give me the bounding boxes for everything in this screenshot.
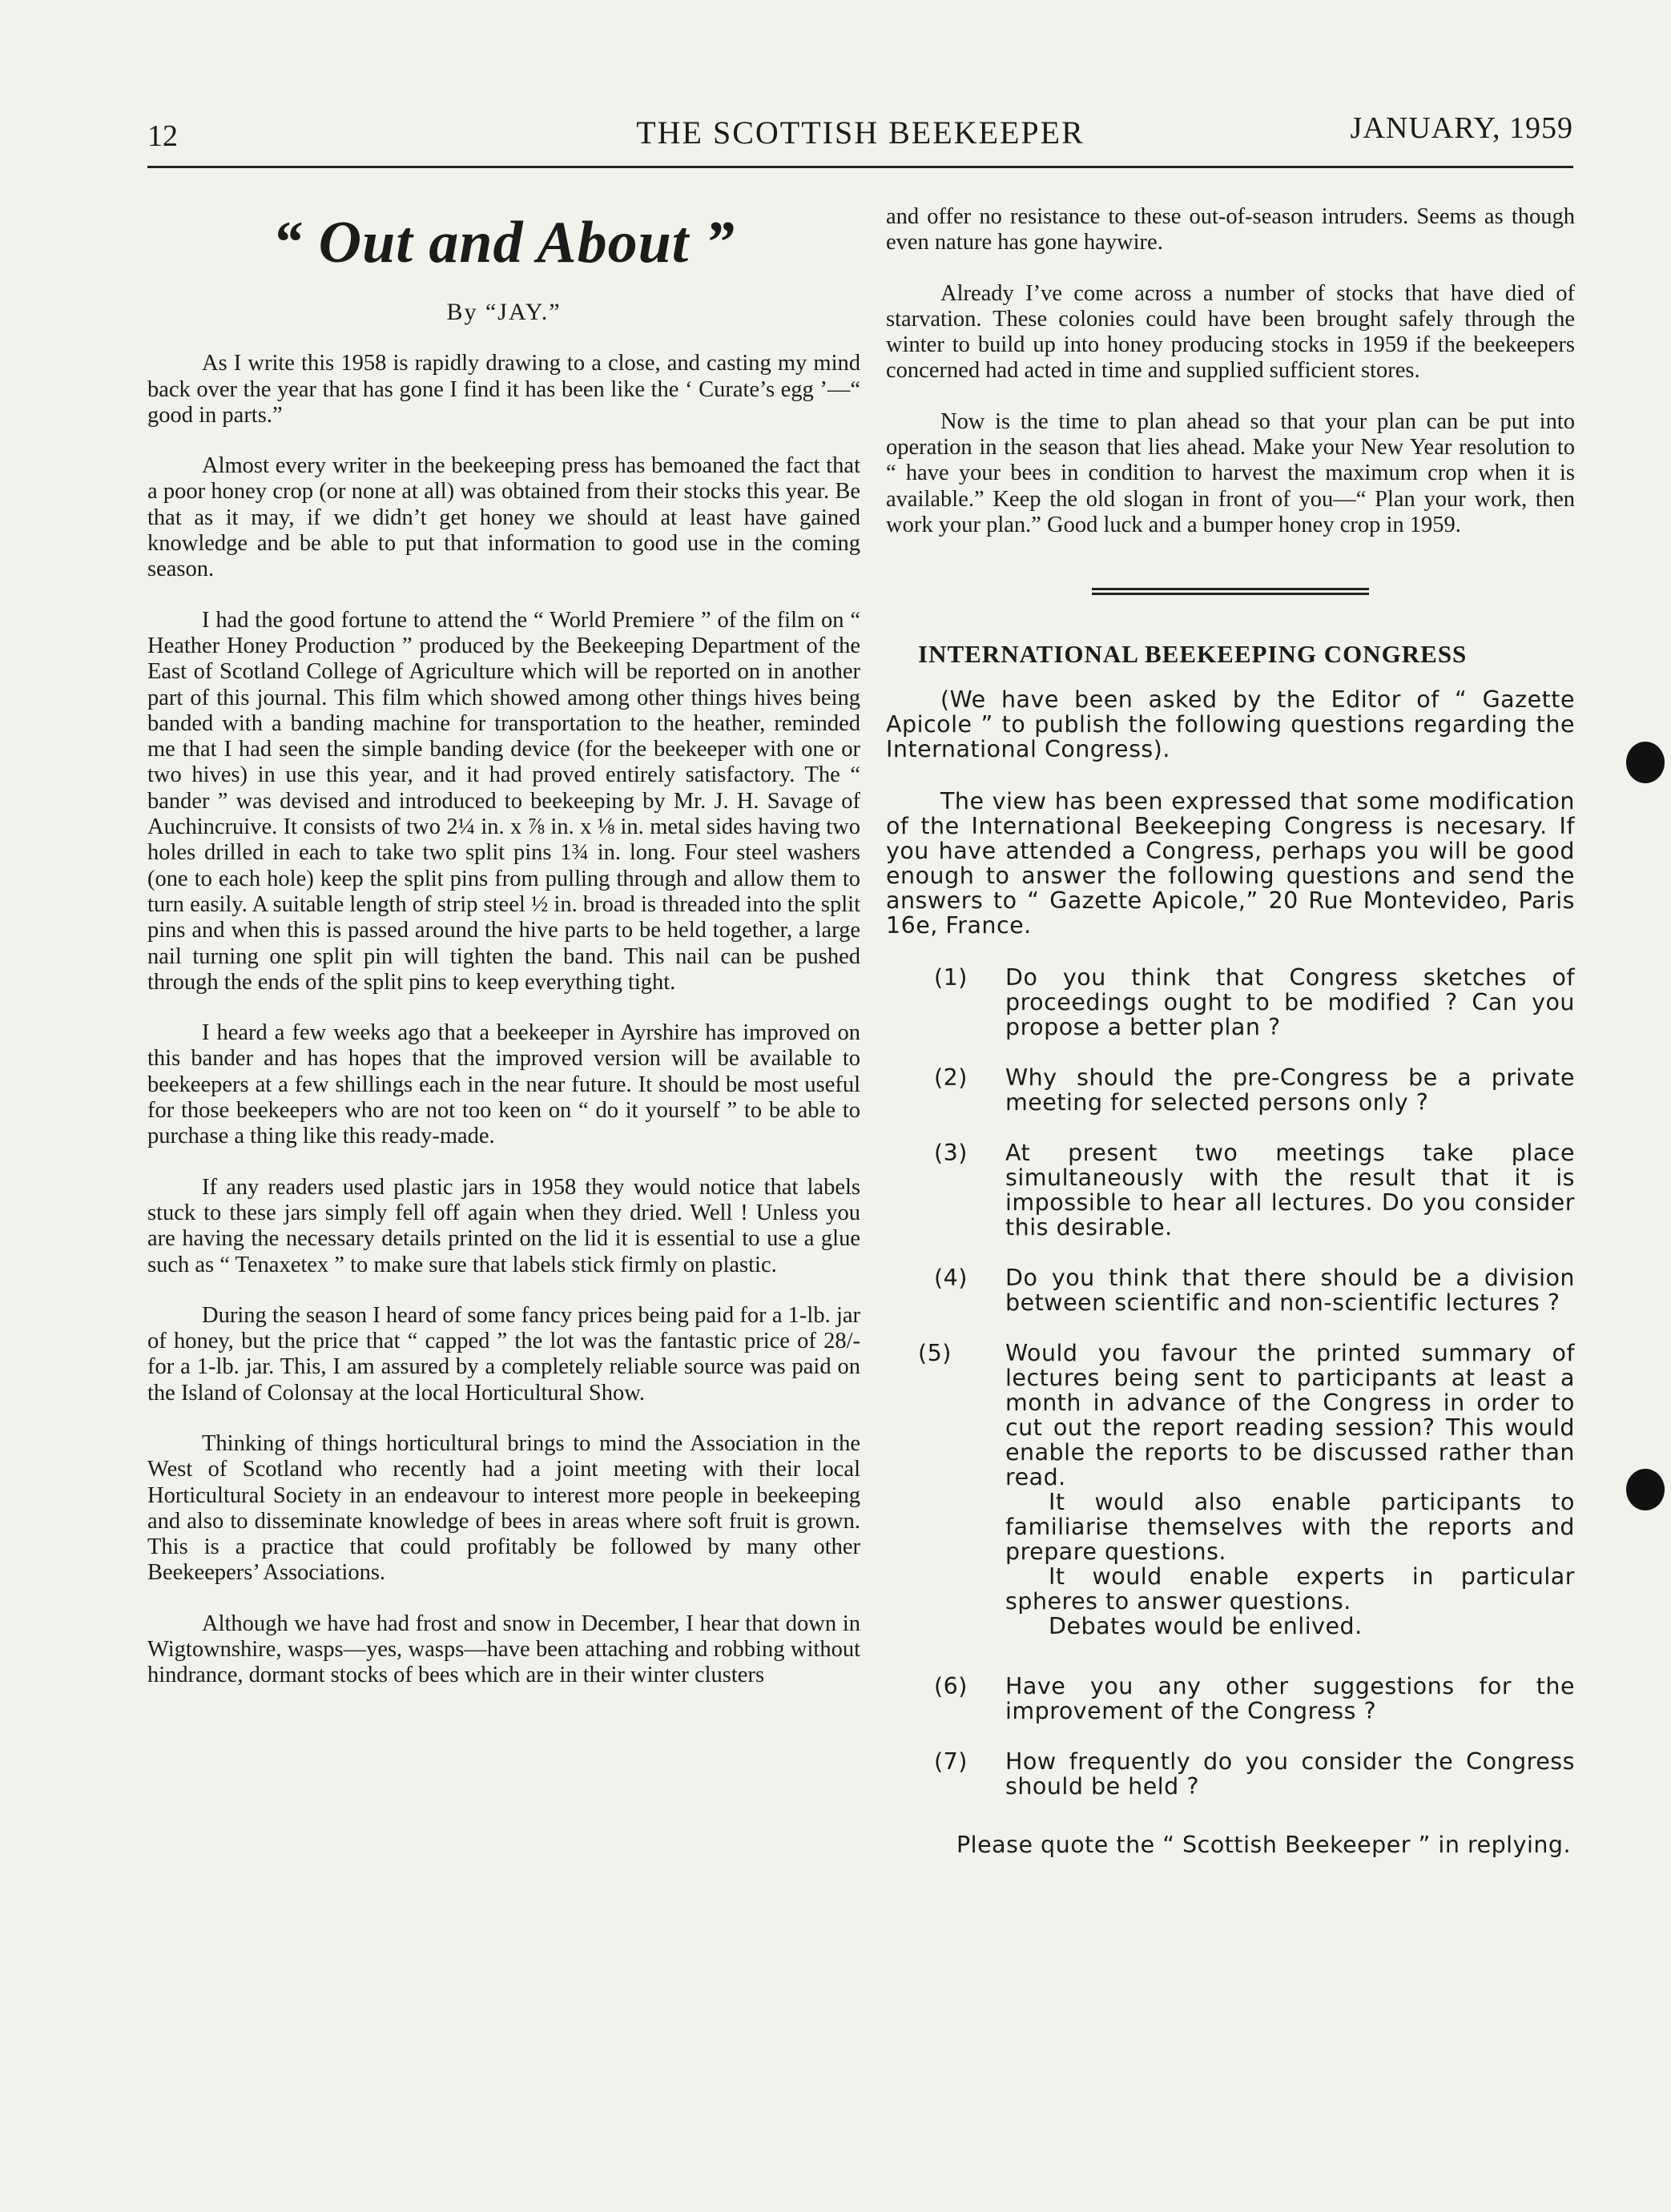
question-extra: Debates would be enlived.	[1049, 1612, 1363, 1639]
article-paragraph: I heard a few weeks ago that a beekeeper in Ayrshire has improved on this bander and has hopes that the improved version will be available to beekeepers at a few shillings each in the near future. It should be most useful for those beekeepers who are not too keen on “ do it yourself ” to be able to purchase a thing like this ready-made.	[147, 1020, 860, 1149]
question-extra: It would also enable participants to familiarise themselves with the reports and prepare questions.	[1005, 1488, 1575, 1565]
right-column	[886, 204, 1575, 1857]
punch-hole	[1626, 742, 1665, 783]
section-divider	[1092, 588, 1369, 595]
congress-body: The view has been expressed that some modification of the International Beekeeping Congress is necesary. If you have attended a Congress, perhaps you will be good enough to answer the following questions and send the answers to “ Gazette Apicole,” 20 Rue Montevideo, Paris 16e, France.	[886, 787, 1575, 939]
question-item	[934, 1749, 1575, 1799]
page-header	[147, 111, 1573, 159]
question-text: At present two meetings take place simultaneously with the result that it is impossible to hear all lectures. Do you consider this desirable.	[1005, 1139, 1575, 1241]
question-number: (3)	[934, 1139, 968, 1166]
question-number: (2)	[934, 1064, 968, 1091]
left-column	[147, 192, 860, 1689]
congress-closing: Please quote the “ Scottish Beekeeper ” in replying.	[956, 1831, 1572, 1858]
article-paragraph: If any readers used plastic jars in 1958 they would notice that labels stuck to these jars simply fell off again when they dried. Well ! Unless you are having the necessary details printed on the lid it is essential to use a glue such as “ Tenaxetex ” to make sure that labels stick firmly on plastic.	[147, 1174, 860, 1277]
article-paragraph: As I write this 1958 is rapidly drawing to a close, and casting my mind back over the year that has gone I find it has been like the ‘ Curate’s egg ’—“ good in parts.”	[147, 351, 860, 428]
page-number: 12	[147, 119, 178, 153]
question-item	[934, 1065, 1575, 1115]
question-number: (6)	[934, 1672, 968, 1699]
article-paragraph: I had the good fortune to attend the “ World Premiere ” of the film on “ Heather Honey Production ” produced by the Beekeeping Department of the East of Scotland College of Agriculture which will be reported on in another part of this journal. This film which showed among other things hives being banded with a banding machine for transportation to the heather, reminded me that I had seen the simple banding device (for the beekeeper with one or two hives) in use this year, and it had proved entirely satisfactory. The “ bander ” was devised and introduced to beekeeping by Mr. J. H. Savage of Auchincruive. It consists of two 2¼ in. x ⅞ in. x ⅛ in. metal sides having two holes drilled in each to take two split pins 1¾ in. long. Four steel washers (one to each hole) keep the split pins from pulling through and allow them to turn easily. A suitable length of strip steel ½ in. broad is threaded into the split pins and when this is passed around the hive parts to be held together, a large nail turning one split pin will tighten the band. This nail can be pushed through the ends of the split pins to keep everything tight.	[147, 607, 860, 995]
question-text: Do you think that Congress sketches of proceedings ought to be modified ? Can you propose a better plan ?	[1005, 963, 1575, 1040]
question-number: (7)	[934, 1747, 968, 1775]
publication-title: THE SCOTTISH BEEKEEPER	[636, 115, 1085, 151]
article-title: “ Out and About ”	[272, 210, 735, 275]
question-number: (5)	[918, 1339, 952, 1366]
article-paragraph: Thinking of things horticultural brings to mind the Association in the West of Scotland who recently had a joint meeting with their local Horticultural Society in an endeavour to interest more people in beekeeping and also to disseminate knowledge of bees in areas where soft fruit is grown. This is a practice that could profitably be followed by many other Beekeepers’ Associations.	[147, 1430, 860, 1586]
question-number: (4)	[934, 1264, 968, 1291]
header-rule	[147, 166, 1573, 168]
question-item	[918, 1341, 1575, 1639]
question-item	[934, 1265, 1575, 1315]
question-number: (1)	[934, 963, 968, 991]
question-item	[934, 1140, 1575, 1240]
punch-hole	[1626, 1469, 1665, 1510]
congress-section	[886, 687, 1575, 1857]
question-text: Do you think that there should be a division between scientific and non-scientific lectures ?	[1005, 1264, 1575, 1316]
question-text: How frequently do you consider the Congress should be held ?	[1005, 1747, 1575, 1800]
question-text: Have you any other suggestions for the improvement of the Congress ?	[1005, 1672, 1575, 1724]
article-continued-paragraph: and offer no resistance to these out-of-season intruders. Seems as though even nature has gone haywire.	[886, 204, 1575, 255]
congress-heading: INTERNATIONAL BEEKEEPING CONGRESS	[918, 640, 1468, 669]
article-continued-paragraph: Already I’ve come across a number of stocks that have died of starvation. These colonies could have been brought safely through the winter to build up into honey producing stocks in 1959 if the beekeepers concerned had acted in time and supplied sufficient stores.	[886, 280, 1575, 384]
question-text: Why should the pre-Congress be a private meeting for selected persons only ?	[1005, 1064, 1575, 1116]
congress-intro: (We have been asked by the Editor of “ Gazette Apicole ” to publish the following questions regarding the International Congress).	[886, 686, 1575, 762]
question-item	[934, 1674, 1575, 1723]
article-paragraph: Although we have had frost and snow in December, I hear that down in Wigtownshire, wasps—yes, wasps—have been attaching and robbing without hindrance, dormant stocks of bees which are in their winter clusters	[147, 1611, 860, 1688]
article-byline: By “JAY.”	[446, 299, 562, 325]
issue-date: JANUARY, 1959	[1350, 111, 1573, 145]
question-item	[934, 965, 1575, 1040]
article-continued-paragraph: Now is the time to plan ahead so that your plan can be put into operation in the season that lies ahead. Make your New Year resolution to “ have your bees in condition to harvest the maximum crop when it is available.” Keep the old slogan in front of you—“ Plan your work, then work your plan.” Good luck and a bumper honey crop in 1959.	[886, 408, 1575, 537]
article-paragraph: During the season I heard of some fancy prices being paid for a 1-lb. jar of honey, but the price that “ capped ” the lot was the fantastic price of 28/- for a 1-lb. jar. This, I am assured by a completely reliable source was paid on the Island of Colonsay at the local Horticultural Show.	[147, 1302, 860, 1406]
question-extra: It would enable experts in particular spheres to answer questions.	[1005, 1562, 1575, 1615]
question-text: Would you favour the printed summary of lectures being sent to participants at least a month in advance of the Congress in order to cut out the report reading session? This would enable the reports to be discussed rather than read.	[1005, 1339, 1575, 1490]
article-paragraph: Almost every writer in the beekeeping press has bemoaned the fact that a poor honey crop (or none at all) was obtained from their stocks this year. Be that as it may, if we didn’t get honey we should at least have gained knowledge and be able to put that information to good use in the coming season.	[147, 453, 860, 582]
